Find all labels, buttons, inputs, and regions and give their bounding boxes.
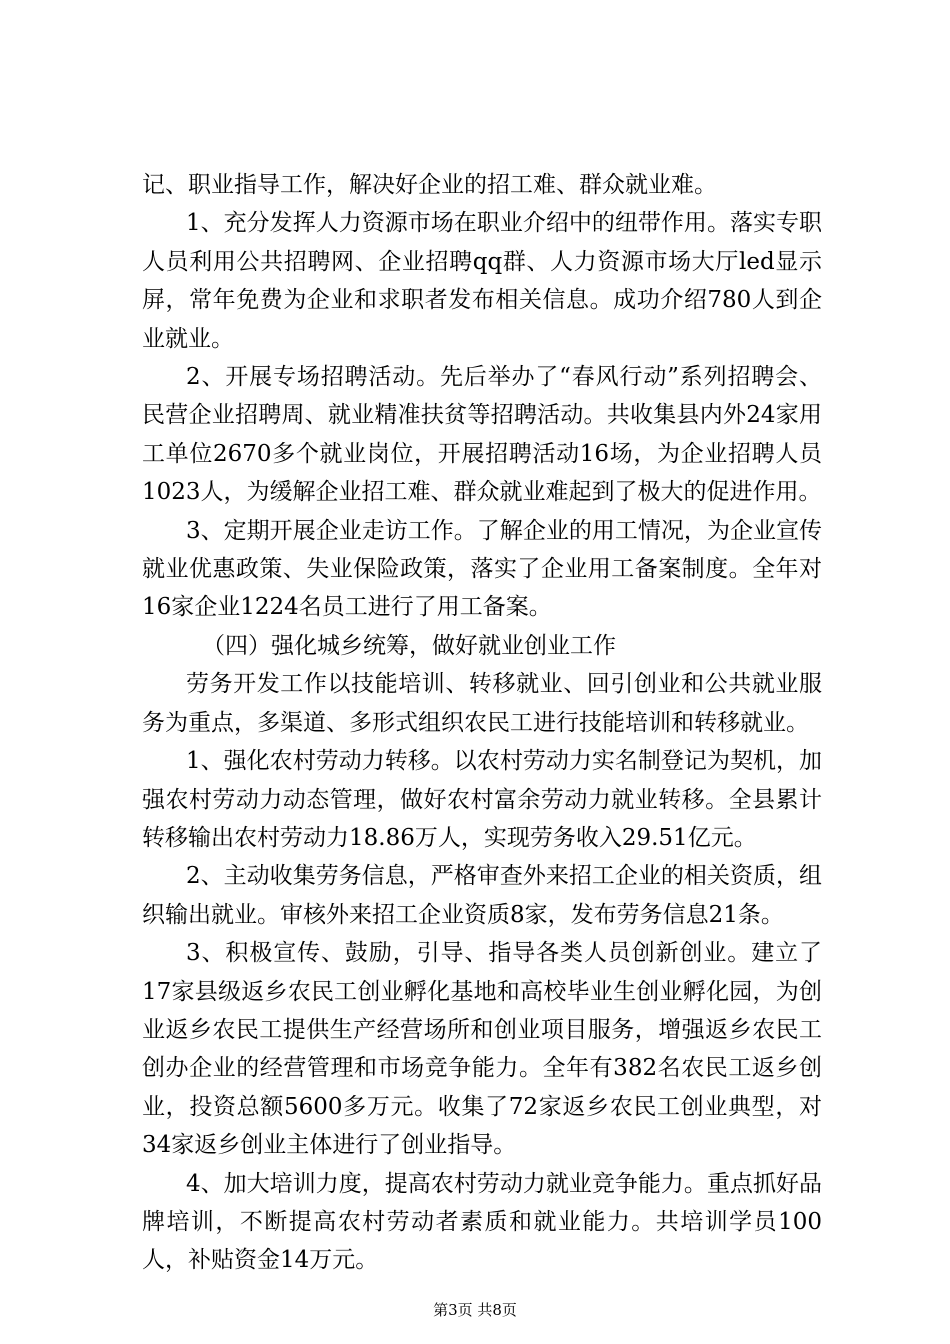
paragraph-intro: 劳务开发工作以技能培训、转移就业、回引创业和公共就业服务为重点，多渠道、多形式组织农民工进行技能培训和转移就业。 xyxy=(142,671,822,736)
section-heading: （四）强化城乡统筹，做好就业创业工作 xyxy=(202,632,616,659)
paragraph-item-2: 2、开展专场招聘活动。先后举办了“春风行动”系列招聘会、民营企业招聘周、就业精准扶贫等招聘活动。共收集县内外24家用工单位2670多个就业岗位，开展招聘活动16场，为企业招聘人员1023人，为缓解企业招工难、群众就业难起到了极大的促进作用。 xyxy=(142,364,822,506)
paragraph-item-3b: 3、积极宣传、鼓励，引导、指导各类人员创新创业。建立了17家县级返乡农民工创业孵化基地和高校毕业生创业孵化园，为创业返乡农民工提供生产经营场所和创业项目服务，增强返乡农民工创办企业的经营管理和市场竞争能力。全年有382名农民工返乡创业，投资总额5600多万元。收集了72家返乡农民工创业典型，对34家返乡创业主体进行了创业指导。 xyxy=(142,940,822,1159)
page-footer: 第3页 共8页 xyxy=(433,1301,517,1319)
paragraph-item-1b: 1、强化农村劳动力转移。以农村劳动力实名制登记为契机，加强农村劳动力动态管理，做好农村富余劳动力就业转移。全县累计转移输出农村劳动力18.86万人，实现劳务收入29.51亿元。 xyxy=(142,748,822,851)
paragraph-item-1: 1、充分发挥人力资源市场在职业介绍中的纽带作用。落实专职人员利用公共招聘网、企业招聘qq群、人力资源市场大厅led显示屏，常年免费为企业和求职者发布相关信息。成功介绍780人到企业就业。 xyxy=(142,210,822,352)
paragraph-item-2b: 2、主动收集劳务信息，严格审查外来招工企业的相关资质，组织输出就业。审核外来招工企业资质8家，发布劳务信息21条。 xyxy=(142,863,822,928)
paragraph-continuation: 记、职业指导工作，解决好企业的招工难、群众就业难。 xyxy=(142,172,717,198)
document-body xyxy=(142,166,822,1280)
paragraph-item-3: 3、定期开展企业走访工作。了解企业的用工情况，为企业宣传就业优惠政策、失业保险政策，落实了企业用工备案制度。全年对16家企业1224名员工进行了用工备案。 xyxy=(142,517,822,621)
paragraph-item-4b: 4、加大培训力度，提高农村劳动力就业竞争能力。重点抓好品牌培训，不断提高农村劳动者素质和就业能力。共培训学员100人，补贴资金14万元。 xyxy=(142,1170,822,1274)
